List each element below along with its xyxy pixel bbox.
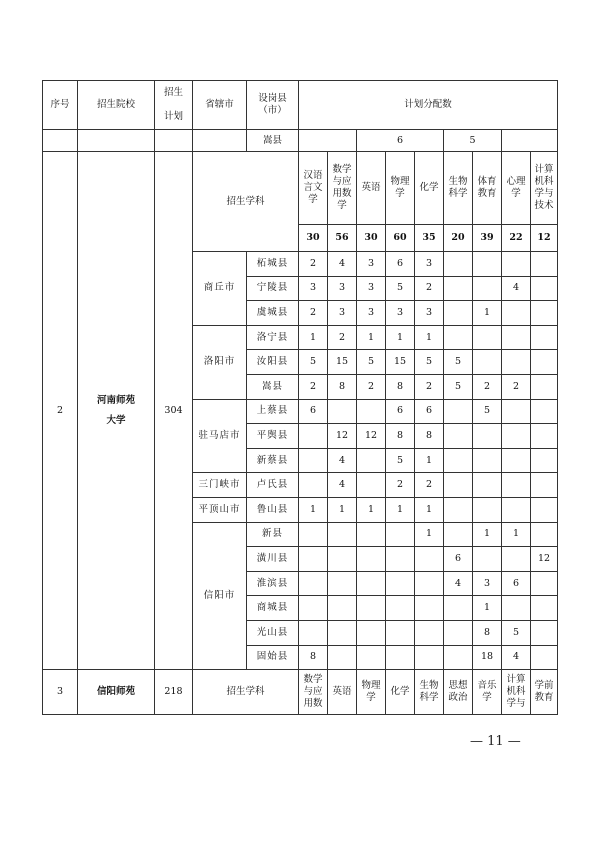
school2-total-4: 35: [415, 225, 444, 252]
county-name: 汝阳县: [247, 350, 299, 375]
county-value: [386, 596, 415, 621]
county-name: 新县: [247, 522, 299, 547]
school3-subject-7: 计算 机科 学与: [502, 670, 531, 715]
county-value: [473, 424, 502, 449]
county-value: [444, 252, 473, 277]
city-name: 三门峡市: [193, 473, 247, 498]
continued-value-1: 6: [357, 130, 444, 152]
county-value: [473, 252, 502, 277]
county-value: 2: [473, 374, 502, 399]
county-value: 1: [386, 497, 415, 522]
county-value: 1: [415, 497, 444, 522]
county-value: [357, 596, 386, 621]
county-value: 5: [415, 350, 444, 375]
county-value: [328, 399, 357, 424]
county-value: [328, 645, 357, 670]
county-value: 12: [531, 547, 558, 572]
county-value: [502, 448, 531, 473]
county-value: 1: [328, 497, 357, 522]
county-value: [531, 571, 558, 596]
school3-subjects-label: 招生学科: [193, 670, 299, 715]
county-value: 15: [386, 350, 415, 375]
county-value: [531, 596, 558, 621]
school2-subject-6: 体育 教育: [473, 152, 502, 225]
county-name: 上蔡县: [247, 399, 299, 424]
county-value: 6: [299, 399, 328, 424]
school2-subjects-label: 招生学科: [193, 152, 299, 252]
school2-total-1: 56: [328, 225, 357, 252]
county-value: 8: [386, 424, 415, 449]
county-value: [328, 522, 357, 547]
county-value: [299, 448, 328, 473]
school2-subject-5: 生物 科学: [444, 152, 473, 225]
county-value: [531, 497, 558, 522]
school2-subject-3: 物理 学: [386, 152, 415, 225]
county-value: [531, 448, 558, 473]
county-value: [473, 448, 502, 473]
county-value: [531, 399, 558, 424]
county-value: 8: [415, 424, 444, 449]
county-name: 鲁山县: [247, 497, 299, 522]
county-value: 1: [299, 497, 328, 522]
county-value: 5: [444, 350, 473, 375]
county-value: [444, 497, 473, 522]
county-name: 新蔡县: [247, 448, 299, 473]
county-value: [444, 424, 473, 449]
county-value: [531, 473, 558, 498]
county-value: [357, 399, 386, 424]
header-school: 招生院校: [78, 81, 155, 130]
continued-county: 嵩县: [247, 130, 299, 152]
county-value: 2: [502, 374, 531, 399]
county-value: 12: [357, 424, 386, 449]
county-value: [357, 571, 386, 596]
county-value: [386, 571, 415, 596]
county-value: 3: [357, 276, 386, 301]
school2-plan: 304: [155, 152, 193, 670]
school2-total-6: 39: [473, 225, 502, 252]
county-value: [415, 645, 444, 670]
school3-subject-6: 音乐 学: [473, 670, 502, 715]
county-name: 平舆县: [247, 424, 299, 449]
county-value: 1: [415, 448, 444, 473]
county-value: 3: [386, 301, 415, 326]
county-value: 8: [299, 645, 328, 670]
county-value: 6: [386, 399, 415, 424]
county-value: [299, 620, 328, 645]
county-value: [357, 645, 386, 670]
county-value: 5: [386, 276, 415, 301]
school2-name: 河南师苑 大学: [78, 152, 155, 670]
school3-name: 信阳师苑: [78, 670, 155, 715]
county-value: 2: [357, 374, 386, 399]
county-value: 1: [473, 596, 502, 621]
school2-subject-2: 英语: [357, 152, 386, 225]
continued-row: [43, 130, 558, 152]
county-value: [444, 645, 473, 670]
county-value: 2: [415, 276, 444, 301]
county-value: 3: [299, 276, 328, 301]
county-value: [531, 301, 558, 326]
school2-seq: 2: [43, 152, 78, 670]
county-name: 洛宁县: [247, 325, 299, 350]
county-value: 1: [473, 301, 502, 326]
county-value: 1: [415, 522, 444, 547]
county-value: 2: [299, 252, 328, 277]
school3-subject-3: 化学: [386, 670, 415, 715]
county-value: [444, 473, 473, 498]
county-value: [444, 301, 473, 326]
county-name: 光山县: [247, 620, 299, 645]
county-value: [502, 497, 531, 522]
school3-subject-5: 思想 政治: [444, 670, 473, 715]
county-value: [531, 252, 558, 277]
county-value: [473, 325, 502, 350]
county-value: 4: [502, 645, 531, 670]
county-value: 4: [328, 448, 357, 473]
county-value: [415, 571, 444, 596]
school2-total-2: 30: [357, 225, 386, 252]
county-value: 2: [328, 325, 357, 350]
county-value: [415, 547, 444, 572]
county-value: [531, 424, 558, 449]
county-value: [531, 374, 558, 399]
county-value: 4: [444, 571, 473, 596]
county-value: [444, 448, 473, 473]
header-province-city: 省辖市: [193, 81, 247, 130]
county-value: 1: [357, 497, 386, 522]
county-value: [473, 497, 502, 522]
allocation-table: [42, 80, 558, 715]
county-value: [299, 473, 328, 498]
county-value: 5: [386, 448, 415, 473]
county-value: [502, 596, 531, 621]
county-value: [357, 448, 386, 473]
county-value: [502, 252, 531, 277]
county-value: 15: [328, 350, 357, 375]
county-value: 6: [386, 252, 415, 277]
county-value: [531, 325, 558, 350]
county-value: 3: [357, 301, 386, 326]
school3-subject-2: 物理 学: [357, 670, 386, 715]
school3-subject-8: 学前 教育: [531, 670, 558, 715]
county-value: [444, 620, 473, 645]
county-value: [386, 620, 415, 645]
county-value: [328, 571, 357, 596]
school2-subject-4: 化学: [415, 152, 444, 225]
county-value: [531, 350, 558, 375]
county-name: 嵩县: [247, 374, 299, 399]
county-value: [502, 547, 531, 572]
county-value: 4: [328, 252, 357, 277]
county-value: [502, 301, 531, 326]
county-value: [386, 522, 415, 547]
school2-subject-0: 汉语 言文 学: [299, 152, 328, 225]
county-value: [386, 547, 415, 572]
header-county: 设岗县 （市）: [247, 81, 299, 130]
county-name: 虞城县: [247, 301, 299, 326]
county-value: 4: [502, 276, 531, 301]
county-value: 8: [328, 374, 357, 399]
county-name: 卢氏县: [247, 473, 299, 498]
school2-subject-7: 心理 学: [502, 152, 531, 225]
county-value: 2: [299, 301, 328, 326]
county-value: 1: [357, 325, 386, 350]
county-value: [473, 473, 502, 498]
county-value: [299, 424, 328, 449]
county-value: [415, 596, 444, 621]
county-name: 固始县: [247, 645, 299, 670]
school2-total-3: 60: [386, 225, 415, 252]
county-value: 5: [357, 350, 386, 375]
city-name: 驻马店市: [193, 399, 247, 473]
header-plan: 招生 计划: [155, 81, 193, 130]
county-value: [357, 522, 386, 547]
county-value: 6: [502, 571, 531, 596]
county-value: [386, 645, 415, 670]
county-value: 3: [328, 301, 357, 326]
school3-plan: 218: [155, 670, 193, 715]
county-value: [473, 276, 502, 301]
county-value: [531, 620, 558, 645]
school3-subject-4: 生物 科学: [415, 670, 444, 715]
county-value: [444, 276, 473, 301]
county-value: 1: [299, 325, 328, 350]
county-value: [299, 571, 328, 596]
county-value: [473, 350, 502, 375]
county-value: 4: [328, 473, 357, 498]
county-value: 8: [473, 620, 502, 645]
county-value: 1: [502, 522, 531, 547]
county-value: [502, 473, 531, 498]
header-allocation: 计划分配数: [299, 81, 558, 130]
county-value: [299, 596, 328, 621]
county-value: 1: [415, 325, 444, 350]
school2-subject-8: 计算 机科 学与 技术: [531, 152, 558, 225]
county-value: 8: [386, 374, 415, 399]
school2-subjects-row: [43, 152, 558, 225]
county-value: 2: [415, 473, 444, 498]
school3-seq: 3: [43, 670, 78, 715]
school2-total-0: 30: [299, 225, 328, 252]
county-value: 3: [473, 571, 502, 596]
county-value: 1: [386, 325, 415, 350]
county-value: 5: [473, 399, 502, 424]
county-value: 5: [299, 350, 328, 375]
county-value: 5: [502, 620, 531, 645]
county-value: [444, 522, 473, 547]
county-value: [328, 620, 357, 645]
county-value: [531, 276, 558, 301]
city-name: 商丘市: [193, 252, 247, 326]
county-value: [444, 399, 473, 424]
header-row: [43, 81, 558, 130]
county-value: [473, 547, 502, 572]
county-name: 商城县: [247, 596, 299, 621]
school2-total-8: 12: [531, 225, 558, 252]
county-value: 3: [415, 301, 444, 326]
county-value: [444, 596, 473, 621]
county-value: 2: [415, 374, 444, 399]
school2-total-7: 22: [502, 225, 531, 252]
page-number: — 11 —: [470, 734, 521, 749]
county-value: 2: [299, 374, 328, 399]
county-name: 柘城县: [247, 252, 299, 277]
county-value: [502, 424, 531, 449]
county-name: 淮滨县: [247, 571, 299, 596]
county-value: 3: [328, 276, 357, 301]
county-value: 2: [386, 473, 415, 498]
county-value: 6: [444, 547, 473, 572]
school2-subject-1: 数学 与应 用数 学: [328, 152, 357, 225]
county-value: [531, 645, 558, 670]
county-value: [444, 325, 473, 350]
county-value: [502, 325, 531, 350]
county-value: [299, 522, 328, 547]
header-seq: 序号: [43, 81, 78, 130]
city-name: 平顶山市: [193, 497, 247, 522]
county-value: [357, 473, 386, 498]
county-value: 12: [328, 424, 357, 449]
school3-subject-1: 英语: [328, 670, 357, 715]
city-name: 洛阳市: [193, 325, 247, 399]
county-value: 3: [415, 252, 444, 277]
county-value: [502, 399, 531, 424]
county-name: 宁陵县: [247, 276, 299, 301]
county-value: 18: [473, 645, 502, 670]
county-value: [357, 547, 386, 572]
city-name: 信阳市: [193, 522, 247, 670]
county-value: 6: [415, 399, 444, 424]
school3-row: [43, 670, 558, 715]
county-value: [357, 620, 386, 645]
county-value: [415, 620, 444, 645]
county-value: [328, 596, 357, 621]
county-value: [502, 350, 531, 375]
county-value: [299, 547, 328, 572]
county-value: [328, 547, 357, 572]
continued-value-2: 5: [444, 130, 502, 152]
county-value: [531, 522, 558, 547]
county-name: 潢川县: [247, 547, 299, 572]
county-value: 5: [444, 374, 473, 399]
school3-subject-0: 数学 与应 用数: [299, 670, 328, 715]
county-value: 3: [357, 252, 386, 277]
county-value: 1: [473, 522, 502, 547]
school2-total-5: 20: [444, 225, 473, 252]
